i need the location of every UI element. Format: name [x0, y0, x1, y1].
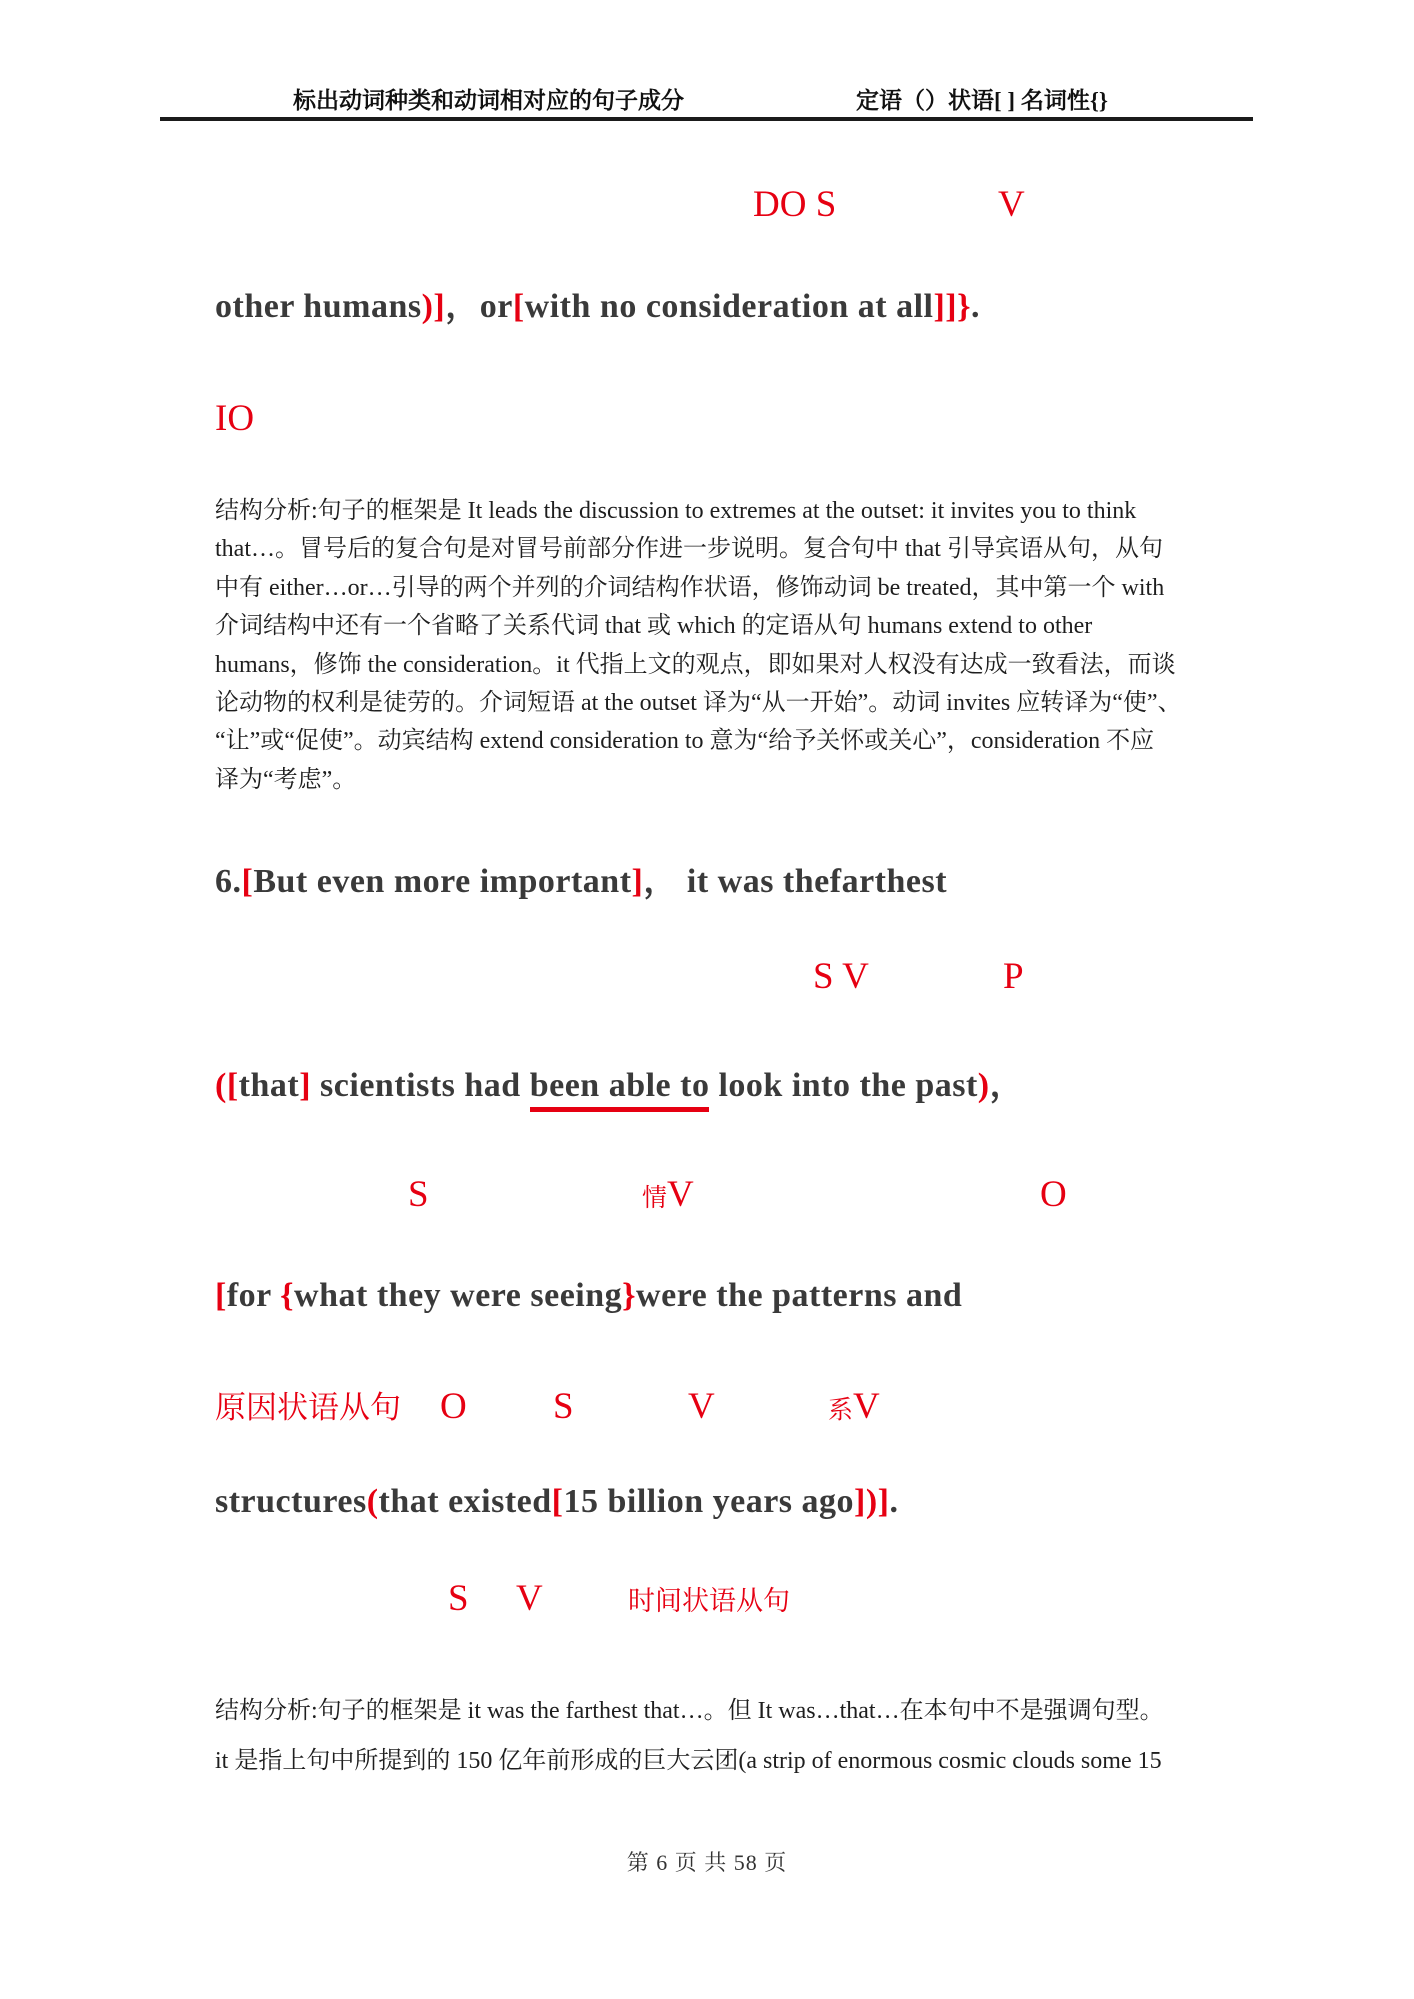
paragraph-line: that…。冒号后的复合句是对冒号前部分作进一步说明。复合句中 that 引导宾语从句，从句: [215, 536, 1163, 563]
analysis-paragraph-2: [215, 1686, 1164, 1786]
annotation-o3: O: [440, 1386, 467, 1427]
header-left-title: 标出动词种类和动词相对应的句子成分: [293, 88, 684, 113]
sentence-line-4: structures(that existed[15 billion years ago])].: [215, 1483, 899, 1520]
annotation-v2: V: [667, 1174, 694, 1215]
annotation-qing: 情: [642, 1185, 668, 1212]
header-right-legend: 定语（）状语[ ] 名词性{}: [856, 88, 1108, 113]
annotation-s5: S: [448, 1578, 469, 1619]
sentence-line-1: other humans)]，or[with no consideration at all]]}.: [215, 288, 981, 325]
annotation-do-s: DO S: [753, 184, 837, 225]
analysis-paragraph-1: [215, 492, 1182, 799]
annotation-xi: 系: [828, 1397, 854, 1424]
annotation-v4: V: [853, 1386, 880, 1427]
paragraph-line: 中有 either…or…引导的两个并列的介词结构作状语，修饰动词 be treated，其中第一个 with: [215, 574, 1165, 601]
header-rule: [160, 117, 1253, 121]
annotation-qing-v: [642, 1176, 694, 1213]
annotation-time-clause: 时间状语从句: [628, 1586, 790, 1616]
annotation-s2: S: [408, 1174, 429, 1215]
annotation-xi-v: [828, 1388, 880, 1425]
annotation-v: V: [998, 184, 1025, 225]
annotation-v3: V: [688, 1386, 715, 1427]
annotation-s-v: S V: [813, 956, 869, 997]
paragraph-line: it 是指上句中所提到的 150 亿年前形成的巨大云团(a strip of enormous cosmic clouds some 15: [215, 1748, 1162, 1774]
annotation-v5: V: [516, 1578, 543, 1619]
paragraph-line: “让”或“促使”。动宾结构 extend consideration to 意为“给予关怀或关心”，consideration 不应: [215, 728, 1155, 755]
annotation-o: O: [1040, 1174, 1067, 1215]
sentence-heading-6: 6.[But even more important]， it was thefarthest: [215, 863, 948, 900]
paragraph-line: 论动物的权利是徒劳的。介词短语 at the outset 译为“从一开始”。动词 invites 应转译为“使”、: [215, 690, 1182, 717]
paragraph-line: 结构分析:句子的框架是 It leads the discussion to extremes at the outset: it invites you to think: [215, 498, 1137, 524]
paragraph-line: 结构分析:句子的框架是 it was the farthest that…。但 It was…that…在本句中不是强调句型。: [215, 1698, 1164, 1724]
paragraph-line: 介词结构中还有一个省略了关系代词 that 或 which 的定语从句 humans extend to other: [215, 613, 1093, 640]
paragraph-line: humans，修饰 the consideration。it 代指上文的观点，即如果对人权没有达成一致看法，而谈: [215, 651, 1176, 678]
annotation-p: P: [1003, 956, 1024, 997]
page-footer: 第 6 页 共 58 页: [626, 1850, 788, 1875]
annotation-s3: S: [553, 1386, 574, 1427]
paragraph-line: 译为“考虑”。: [215, 766, 357, 793]
annotation-cause-clause: 原因状语从句: [215, 1390, 401, 1425]
sentence-line-2: ([that] scientists had been able to look into the past)，: [215, 1064, 1024, 1108]
annotation-io: IO: [215, 398, 255, 439]
sentence-line-3: [for {what they were seeing}were the patterns and: [215, 1277, 963, 1314]
